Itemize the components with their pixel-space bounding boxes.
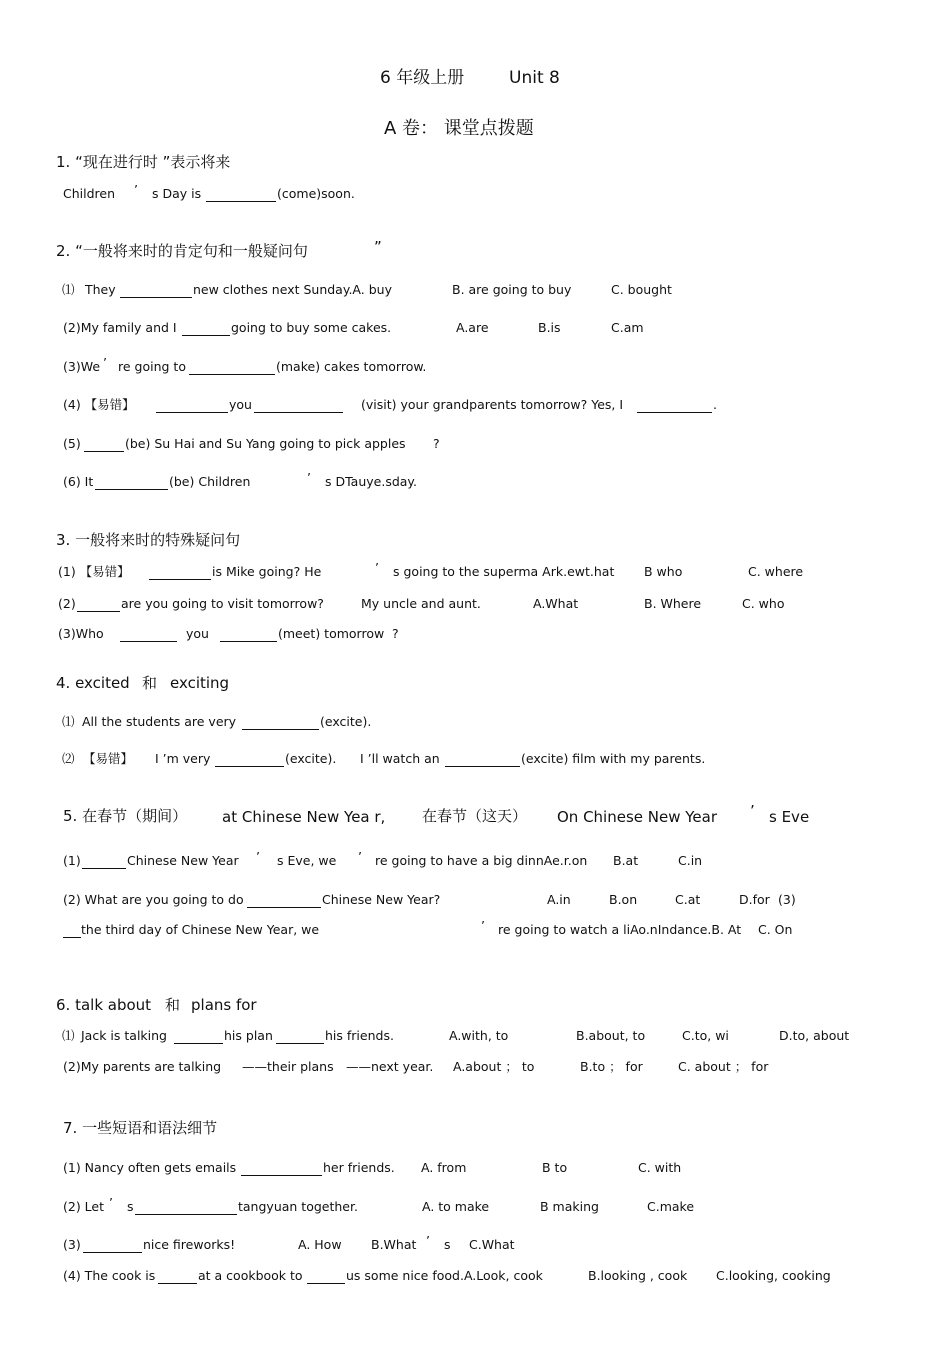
text: (5) [63,436,81,451]
heading-part: ’ [750,802,755,820]
text: are you going to visit tomorrow? [121,596,324,611]
text: (2) What are you going to do [63,892,244,907]
text: 【易错】 [83,751,134,766]
section-6-heading-and: 和 [165,996,181,1014]
option: C. who [742,596,785,611]
text: at a cookbook to [198,1268,303,1283]
text: s DTauye.sday. [325,474,418,489]
text: ? [392,626,399,641]
option: C. about ； for [678,1059,769,1074]
text: (2)My parents are talking [63,1059,222,1074]
option: C.in [678,853,703,868]
text: . [713,397,717,412]
text: his plan [224,1028,273,1043]
answer-blank[interactable] [254,400,343,413]
text: I ’ll watch an [360,751,440,766]
text: you [229,397,252,412]
text: (2)My family and I [63,320,177,335]
text: her friends. [323,1160,395,1175]
answer-blank[interactable] [83,1240,142,1253]
option: B. Where [644,596,702,611]
apostrophe: ’ [307,470,311,485]
answer-blank[interactable] [637,400,712,413]
text: nice fireworks! [143,1237,236,1252]
text: (2) [58,596,76,611]
option: C. with [638,1160,682,1175]
option: B.about, to [576,1028,646,1043]
text: s Day is [152,186,202,201]
text: (excite). [285,751,337,766]
text: (meet) tomorrow [278,626,385,641]
answer-blank[interactable] [158,1271,197,1284]
option: C.make [647,1199,695,1214]
option: B to [542,1160,568,1175]
text: s [127,1199,134,1214]
answer-blank[interactable] [95,477,168,490]
answer-blank[interactable] [220,629,277,642]
option: C. where [748,564,804,579]
option: C.What [469,1237,515,1252]
text: new clothes next Sunday.A. buy [193,282,392,297]
answer-blank[interactable] [276,1031,324,1044]
answer-blank[interactable] [120,629,177,642]
text: tangyuan together. [238,1199,358,1214]
option: C.looking, cooking [716,1268,831,1283]
text: (1) 【易错】 [58,564,130,579]
page-subtitle: A 卷： 课堂点拨题 [384,118,534,139]
question-number: (3) [778,892,796,907]
text: (1) [63,853,81,868]
text: you [186,626,209,641]
answer-blank[interactable] [189,362,275,375]
heading-part: On Chinese New Year [557,808,718,826]
text: Children [63,186,116,201]
section-1-heading: 1. “现在进行时 ”表示将来 [56,153,231,171]
question-number: ⑴ [62,714,75,729]
section-2-heading: 2. “一般将来时的肯定句和一般疑问句 [56,242,308,260]
text: going to buy some cakes. [231,320,392,335]
text: (be) Children [169,474,251,489]
apostrophe: ’ [134,182,138,197]
text: re going to [118,359,186,374]
option: A.with, to [449,1028,509,1043]
text: (be) Su Hai and Su Yang going to pick apples [125,436,406,451]
text: All the students are very [82,714,237,729]
option: B.at [613,853,639,868]
text: (make) cakes tomorrow. [276,359,427,374]
text: (2) Let [63,1199,105,1214]
option: A.in [547,892,571,907]
question-number: ⑴ [62,282,75,297]
text: Chinese New Year [127,853,239,868]
answer-blank[interactable] [307,1271,345,1284]
section-7-heading: 7. 一些短语和语法细节 [63,1119,218,1137]
option: D.for [739,892,770,907]
section-2-heading-quote: ” [374,238,382,256]
apostrophe: ’ [426,1233,430,1248]
answer-blank[interactable] [445,754,520,767]
heading-part: s Eve [769,808,810,826]
text: his friends. [325,1028,394,1043]
answer-blank[interactable] [182,323,230,336]
text: ——next year. [346,1059,434,1074]
section-4-heading-b: exciting [170,674,230,692]
apostrophe: ’ [103,355,107,370]
answer-blank[interactable] [63,925,81,938]
option: s [444,1237,451,1252]
apostrophe: ’ [375,560,379,575]
option: B.What [371,1237,417,1252]
section-3-heading: 3. 一般将来时的特殊疑问句 [56,531,241,549]
option: D.to, about [779,1028,850,1043]
answer-blank[interactable] [135,1202,237,1215]
text: s going to the superma Ark.ewt.hat [393,564,615,579]
text: (come)soon. [277,186,355,201]
answer-blank[interactable] [241,1163,322,1176]
text: I ’m very [155,751,211,766]
text: (visit) your grandparents tomorrow? Yes, I [361,397,624,412]
text: the third day of Chinese New Year, we [81,922,320,937]
section-4-heading-and: 和 [142,674,158,692]
text: (1) Nancy often gets emails [63,1160,237,1175]
option: B.looking , cook [588,1268,688,1283]
question-number: ⑵ [62,751,75,766]
text: Jack is talking [81,1028,167,1043]
answer-blank[interactable] [120,285,192,298]
heading-part: at Chinese New Yea r, [222,808,386,826]
answer-blank[interactable] [82,856,126,869]
answer-blank[interactable] [149,567,211,580]
text: is Mike going? He [212,564,322,579]
option: B.on [609,892,638,907]
section-6-heading: 6. talk about [56,996,152,1014]
option: C. On [758,922,793,937]
apostrophe: ’ [358,849,362,864]
option: C.to, wi [682,1028,729,1043]
option: C.am [611,320,644,335]
option: C.at [675,892,701,907]
text: They [85,282,116,297]
option: A. from [421,1160,467,1175]
text: (excite). [320,714,372,729]
text: (6) It [63,474,94,489]
text: (excite) film with my parents. [521,751,706,766]
text: ? [433,436,440,451]
answer-blank[interactable] [215,754,284,767]
text: (3)We [63,359,101,374]
text: re going to have a big dinnAe.r.on [375,853,588,868]
apostrophe: ’ [109,1195,113,1210]
option: A.are [456,320,489,335]
page-title: 6 年级上册 [380,68,465,88]
option: B.to ； for [580,1059,643,1074]
option: A.about ； to [453,1059,535,1074]
option: C. bought [611,282,672,297]
option: A.What [533,596,579,611]
apostrophe: ’ [481,918,485,933]
option: B. are going to buy [452,282,572,297]
text: Chinese New Year? [322,892,441,907]
section-6-heading-b: plans for [191,996,257,1014]
heading-part: 5. 在春节（期间） [63,807,188,825]
answer-blank[interactable] [206,189,276,202]
answer-blank[interactable] [247,895,321,908]
text: re going to watch a liAo.nIndance.B. At [498,922,742,937]
answer-blank[interactable] [156,400,228,413]
option: A. to make [422,1199,490,1214]
text: (3) [63,1237,81,1252]
text: (4) The cook is [63,1268,156,1283]
text: s Eve, we [277,853,337,868]
section-4-heading: 4. excited [56,674,130,692]
page-title-unit: Unit 8 [509,68,560,88]
option: B making [540,1199,599,1214]
question-number: ⑴ [62,1028,75,1043]
answer-blank[interactable] [242,717,319,730]
apostrophe: ’ [256,849,260,864]
answer-blank[interactable] [77,599,120,612]
heading-part: 在春节（这天） [422,807,528,825]
option: A. How [298,1237,342,1252]
option: B who [644,564,683,579]
text: (4) 【易错】 [63,397,135,412]
answer-blank[interactable] [174,1031,223,1044]
option: B.is [538,320,561,335]
text: (3)Who [58,626,104,641]
answer-blank[interactable] [84,439,124,452]
text: ——their plans [242,1059,334,1074]
text: My uncle and aunt. [361,596,481,611]
text: us some nice food.A.Look, cook [346,1268,543,1283]
